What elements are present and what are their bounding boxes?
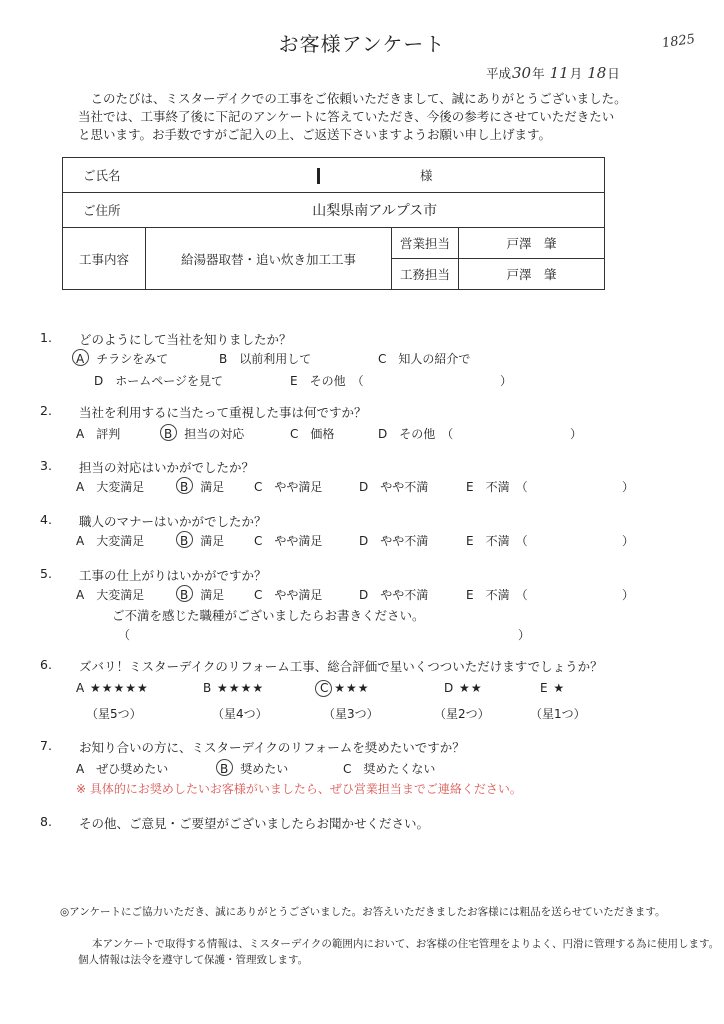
question-number: 3. <box>40 458 52 473</box>
question-text: お知り合いの方に、ミスターデイクのリフォームを奨めたいですか？ <box>79 740 465 755</box>
q2-option-c[interactable]: C 価格 <box>290 427 335 441</box>
question-text: ズバリ！ミスターデイクのリフォーム工事、総合評価で星いくつついただけますでしょうか？ <box>79 659 603 674</box>
selected-circle-mark <box>160 424 177 441</box>
footer-privacy-1: 本アンケートで取得する情報は、ミスターデイクの範囲内において、お客様の住宅管理をよりよく、円滑に管理する為に使用します。 <box>92 938 720 950</box>
q1-paren-close: ） <box>500 374 513 388</box>
date-month: 11 <box>549 64 569 82</box>
address-label: ご住所 <box>63 193 146 228</box>
q7-option-a[interactable]: A ぜひ奨めたい <box>76 762 169 776</box>
question-number: 8. <box>40 814 52 829</box>
q5-option-a[interactable]: A 大変満足 <box>76 588 145 602</box>
question-text: 職人のマナーはいかがでしたか？ <box>79 514 267 529</box>
construction-label: 工務担当 <box>392 259 459 290</box>
question-text: どのようにして当社を知りましたか？ <box>79 332 292 347</box>
q4-option-d[interactable]: D やや不満 <box>359 534 429 548</box>
q3-option-b[interactable]: B 満足 <box>180 480 225 494</box>
q5-option-e[interactable]: E 不満 （ <box>466 588 528 602</box>
q1-option-a[interactable]: A チラシをみて <box>76 352 169 366</box>
question-7 <box>0 738 724 798</box>
q2-option-d[interactable]: D その他 （ <box>378 427 454 441</box>
serial-number: 1825 <box>661 31 696 52</box>
question-number: 6. <box>40 657 52 672</box>
name-redacted-mark <box>317 168 320 184</box>
q3-option-d[interactable]: D やや不満 <box>359 480 429 494</box>
work-label: 工事内容 <box>63 228 146 290</box>
q5-option-c[interactable]: C やや満足 <box>254 588 323 602</box>
date-day-unit: 日 <box>607 66 620 81</box>
date-month-unit: 月 <box>569 66 583 81</box>
footer-privacy-2: 個人情報は法令を遵守して保護・管理致します。 <box>78 954 309 966</box>
page-title: お客様アンケート <box>278 32 446 56</box>
q6-label-2: （星2つ） <box>434 707 490 721</box>
q3-option-a[interactable]: A 大変満足 <box>76 480 145 494</box>
question-5 <box>0 566 724 646</box>
question-number: 4. <box>40 512 52 527</box>
q6-label-1: （星1つ） <box>530 707 586 721</box>
date-year: 30 <box>512 64 532 82</box>
q3-paren-close: ） <box>622 480 635 494</box>
name-suffix: 様 <box>419 167 433 183</box>
question-4 <box>0 512 724 552</box>
question-1 <box>0 330 724 390</box>
q7-note: ※ 具体的にお奨めしたいお客様がいましたら、ぜひ営業担当までご連絡ください。 <box>76 782 522 796</box>
q5-sub-paren-open[interactable]: （ <box>118 628 131 642</box>
sales-label: 営業担当 <box>392 228 459 259</box>
q1-option-e[interactable]: E その他 （ <box>290 374 364 388</box>
question-text: 当社を利用するに当たって重視した事は何ですか？ <box>79 405 367 420</box>
q6-option-e[interactable]: E ★ <box>540 681 566 695</box>
question-text: 工事の仕上がりはいかがですか？ <box>79 568 267 583</box>
q6-option-a[interactable]: A ★★★★★ <box>76 681 149 695</box>
q4-option-c[interactable]: C やや満足 <box>254 534 323 548</box>
selected-circle-mark <box>72 349 89 366</box>
q2-option-a[interactable]: A 評判 <box>76 427 121 441</box>
question-text: その他、ご意見・ご要望がございましたらお聞かせください。 <box>79 816 430 831</box>
date-line <box>486 64 620 82</box>
date-year-unit: 年 <box>532 66 545 81</box>
selected-circle-mark <box>176 531 193 548</box>
q7-option-c[interactable]: C 奨めたくない <box>343 762 436 776</box>
q6-label-4: （星4つ） <box>212 707 268 721</box>
q5-paren-close: ） <box>622 588 635 602</box>
intro-line-3: と思います。お手数ですがご記入の上、ご返送下さいますようお願い申し上げます。 <box>78 127 552 142</box>
q4-paren-close: ） <box>622 534 635 548</box>
q6-option-d[interactable]: D ★★ <box>444 681 483 695</box>
q6-option-b[interactable]: B ★★★★ <box>203 681 265 695</box>
q6-option-c[interactable]: C ★★★ <box>320 681 370 695</box>
q5-sub-paren-close: ） <box>518 628 531 642</box>
q2-option-b[interactable]: B 担当の対応 <box>164 427 245 441</box>
construction-value[interactable]: 戸澤 肇 <box>459 259 605 290</box>
selected-circle-mark <box>216 759 233 776</box>
question-number: 1. <box>40 330 52 345</box>
intro-text <box>78 90 678 144</box>
q7-option-b[interactable]: B 奨めたい <box>220 762 289 776</box>
work-value[interactable]: 給湯器取替・追い炊き加工工事 <box>146 228 392 290</box>
q5-option-d[interactable]: D やや不満 <box>359 588 429 602</box>
q4-option-a[interactable]: A 大変満足 <box>76 534 145 548</box>
question-number: 2. <box>40 403 52 418</box>
question-2 <box>0 403 724 443</box>
q2-paren-close: ） <box>570 427 583 441</box>
q5-option-b[interactable]: B 満足 <box>180 588 225 602</box>
q1-option-c[interactable]: C 知人の紹介で <box>378 352 471 366</box>
selected-circle-mark <box>315 680 332 697</box>
q4-option-b[interactable]: B 満足 <box>180 534 225 548</box>
question-number: 5. <box>40 566 52 581</box>
q1-option-d[interactable]: D ホームページを見て <box>94 374 224 388</box>
footer-thanks: ◎アンケートにご協力いただき、誠にありがとうございました。お答えいただきましたお客様には粗品を送らせていただきます。 <box>60 906 666 918</box>
sales-value[interactable]: 戸澤 肇 <box>459 228 605 259</box>
name-field[interactable] <box>146 158 605 193</box>
selected-circle-mark <box>176 477 193 494</box>
question-6 <box>0 657 724 727</box>
q5-sub-text: ご不満を感じた職種がございましたらお書きください。 <box>112 608 425 623</box>
q4-option-e[interactable]: E 不満 （ <box>466 534 528 548</box>
q3-option-e[interactable]: E 不満 （ <box>466 480 528 494</box>
question-3 <box>0 458 724 498</box>
name-label: ご氏名 <box>63 158 146 193</box>
date-day: 18 <box>587 64 607 82</box>
question-8 <box>0 814 724 834</box>
q3-option-c[interactable]: C やや満足 <box>254 480 323 494</box>
q1-option-b[interactable]: B 以前利用して <box>219 352 312 366</box>
question-text: 担当の対応はいかがでしたか？ <box>79 460 255 475</box>
intro-line-1: このたびは、ミスターデイクでの工事をご依頼いただきまして、誠にありがとうございました。 <box>90 91 627 106</box>
selected-circle-mark <box>176 585 193 602</box>
customer-info-table <box>62 157 605 290</box>
intro-line-2: 当社では、工事終了後に下記のアンケートに答えていただき、今後の参考にさせていただきたい <box>78 109 615 124</box>
q6-label-3: （星3つ） <box>323 707 379 721</box>
date-era: 平成 <box>486 66 512 81</box>
address-value[interactable]: 山梨県南アルプス市 <box>146 193 605 228</box>
question-number: 7. <box>40 738 52 753</box>
q6-label-5: （星5つ） <box>86 707 142 721</box>
